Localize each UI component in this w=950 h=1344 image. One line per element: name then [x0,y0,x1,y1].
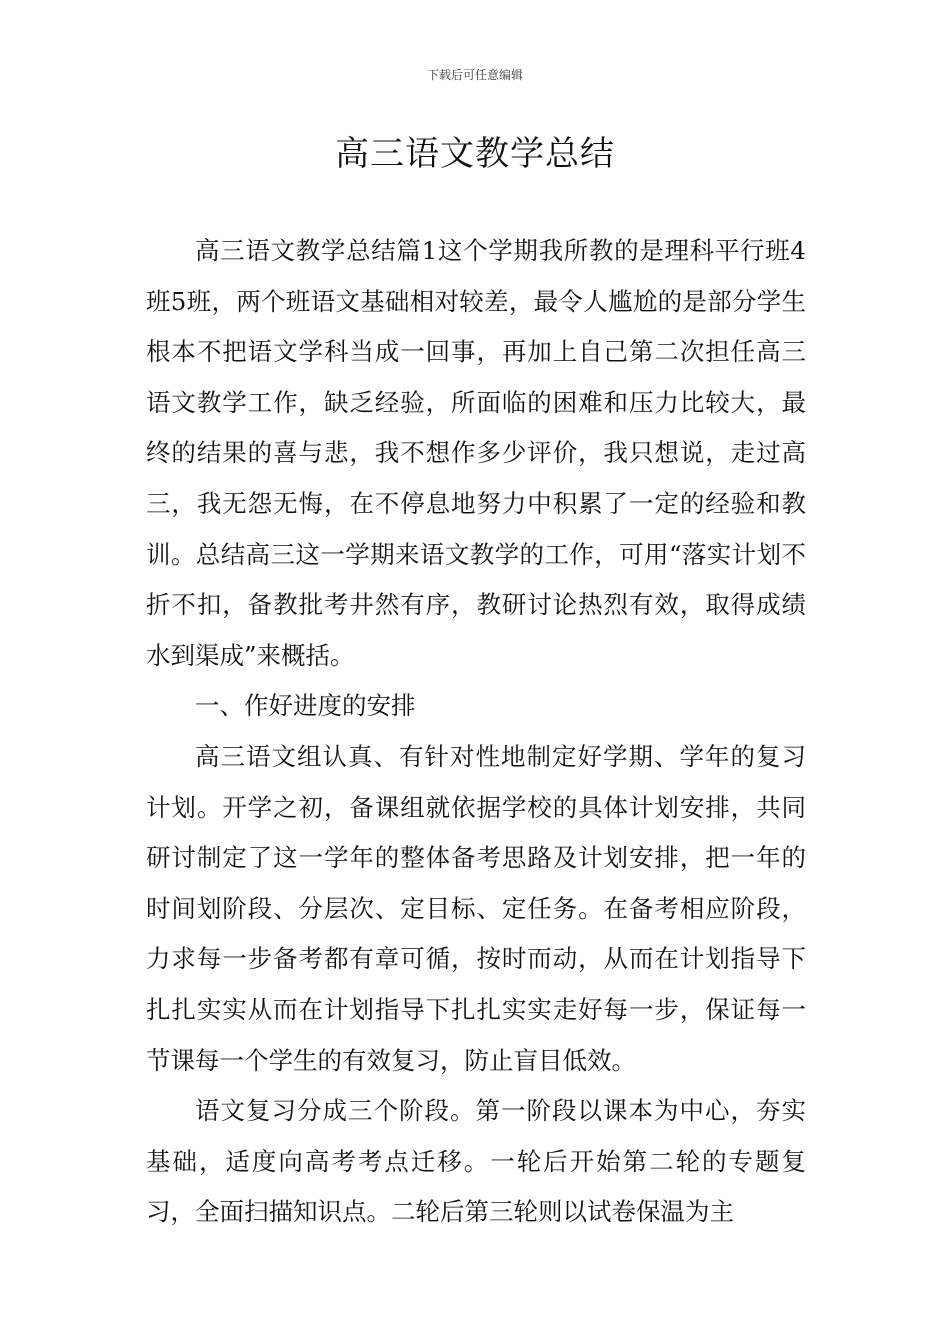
document-body [146,226,806,1238]
header-note: 下载后可任意编辑 [426,68,523,82]
paragraph-intro: 高三语文教学总结篇1这个学期我所教的是理科平行班4班5班，两个班语文基础相对较差，最令人尴尬的是部分学生根本不把语文学科当成一回事，再加上自己第二次担任高三语文教学工作，缺乏经验，所面临的困难和压力比较大，最终的结果的喜与悲，我不想作多少评价，我只想说，走过高三，我无怨无悔，在不停息地努力中积累了一定的经验和教训。总结高三这一学期来语文教学的工作，可用“落实计划不折不扣，备教批考井然有序，教研讨论热烈有效，取得成绩水到渠成”来概括。 [146,236,806,670]
paragraph-stages: 语文复习分成三个阶段。第一阶段以课本为中心，夯实基础，适度向高考考点迁移。一轮后开始第二轮的专题复习，全面扫描知识点。二轮后第三轮则以试卷保温为主 [146,1096,806,1227]
document-title: 高三语文教学总结 [335,134,615,174]
paragraph-plan: 高三语文组认真、有针对性地制定好学期、学年的复习计划。开学之初，备课组就依据学校的具体计划安排，共同研讨制定了这一学年的整体备考思路及计划安排，把一年的时间划阶段、分层次、定目标、定任务。在备考相应阶段，力求每一步备考都有章可循，按时而动，从而在计划指导下扎扎实实从而在计划指导下扎扎实实走好每一步，保证每一节课每一个学生的有效复习，防止盲目低效。 [146,741,806,1075]
section-heading: 一、作好进度的安排 [195,691,416,721]
